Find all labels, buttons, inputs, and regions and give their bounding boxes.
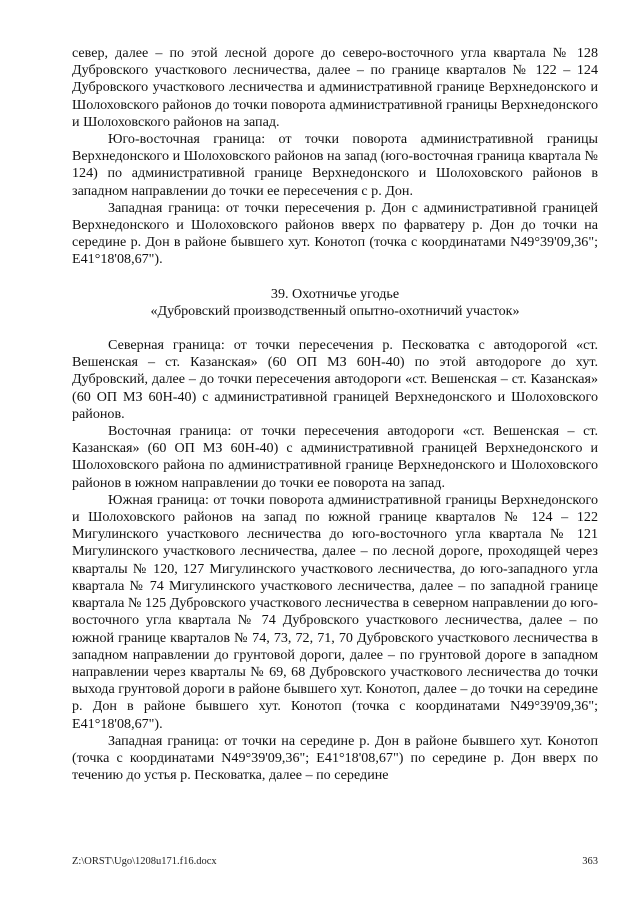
paragraph-east-border: Восточная граница: от точки пересечения автодороги «ст. Вешенская – ст. Казанская» (60 ОП МЗ 60Н-40) с административной границей Верхнедонского и Шолоховского района по административной границе Верхнедонского и Шолоховского районов в южном направлении до точки ее поворота на запад. xyxy=(72,423,598,491)
paragraph-north-border: Северная граница: от точки пересечения р. Песковатка с автодорогой «ст. Вешенская – ст. Казанская» (60 ОП МЗ 60Н-40) по этой автодороге до хут. Дубровский, далее – до точки пересечения автодороги «ст. Вешенская – ст. Казанская» (60 ОП МЗ 60Н-40) с административной границей Верхнедонского и Шолоховского районов. xyxy=(72,337,598,422)
footer-file-path: Z:\ORST\Ugo\1208u171.f16.docx xyxy=(72,856,217,867)
heading-number: 39. Охотничье угодье xyxy=(270,285,400,302)
paragraph-south-border: Южная граница: от точки поворота административной границы Верхнедонского и Шолоховского районов на запад по южной границе кварталов № 124 – 122 Мигулинского участкового лесничества до юго-восточного угла квартала № 121 Мигулинского участкового лесничества, далее – по лесной дороге, проходящей через кварталы № 120, 127 Мигулинского участкового лесничества, до юго-западного угла квартала № 74 Мигулинского участкового лесничества, далее – по западной границе квартала № 125 Дубровского участкового лесничества в северном направлении до юго-восточного угла квартала № 74 Дубровского участкового лесничества, далее – по южной границе кварталов № 74, 73, 72, 71, 70 Дубровского участкового лесничества в западном направлении до грунтовой дороги, далее – по грунтовой дороге в западном направлении через кварталы № 69, 68 Дубровского участкового лесничества до точки выхода грунтовой дороги в районе бывшего хут. Конотоп, далее – до точки на середине р. Дон в районе бывшего хут. Конотоп (точка с координатами N49°39'09,36"; E41°18'08,67"). xyxy=(72,491,598,732)
paragraph-west-border-2: Западная граница: от точки на середине р. Дон в районе бывшего хут. Конотоп (точка с координатами N49°39'09,36"; E41°18'08,67") по середине р. Дон вверх по течению до устья р. Песковатка, далее – по середине xyxy=(72,732,598,784)
paragraph-continuation: север, далее – по этой лесной дороге до северо-восточного угла квартала № 128 Дубровского участкового лесничества, далее – по границе кварталов № 122 – 124 Дубровского участкового лесничества и административной границе Верхнедонского и Шолоховского районов до точки поворота административной границы Верхнедонского и Шолоховского районов на запад. xyxy=(72,45,598,130)
section-heading xyxy=(72,286,598,320)
paragraph-west-border: Западная граница: от точки пересечения р. Дон с административной границей Верхнедонского и Шолоховского районов вверх по фарватеру р. Дон до точки на середине р. Дон в районе бывшего хут. Конотоп (точка с координатами N49°39'09,36"; E41°18'08,67"). xyxy=(72,199,598,268)
document-body xyxy=(72,45,598,784)
footer-page-number: 363 xyxy=(582,856,598,867)
paragraph-southeast-border: Юго-восточная граница: от точки поворота административной границы Верхнедонского и Шолоховского районов на запад (юго-восточная граница квартала № 124) по административной границе Верхнедонского и Шолоховского районов в западном направлении до точки ее пересечения с р. Дон. xyxy=(72,131,598,199)
heading-title: «Дубровский производственный опытно-охотничий участок» xyxy=(150,302,520,319)
